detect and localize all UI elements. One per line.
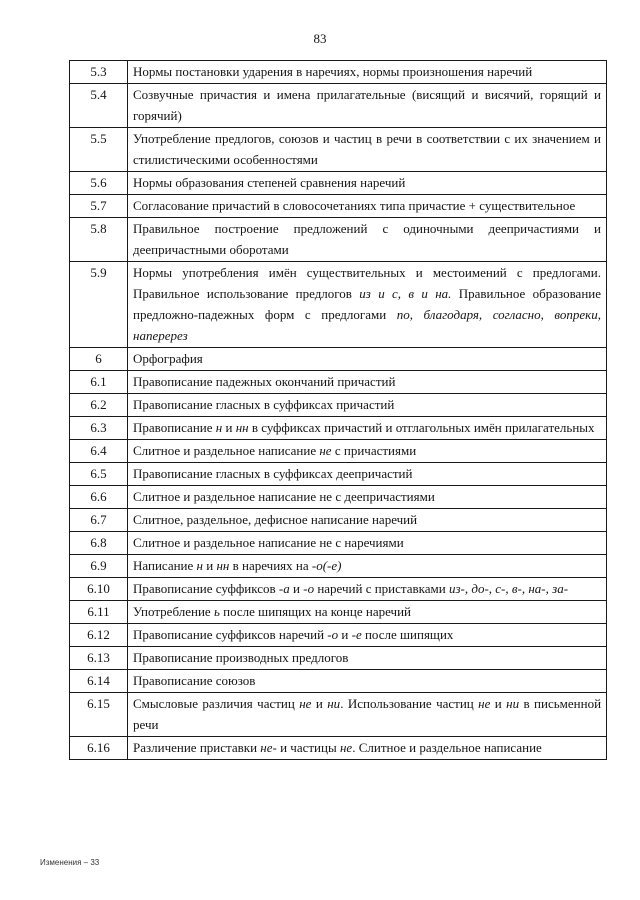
text-fragment: Слитное и раздельное написание (133, 443, 320, 458)
page-number: 83 (313, 31, 327, 46)
section-description (128, 555, 607, 578)
section-number: 5.5 (70, 128, 128, 172)
text-fragment: Различение приставки (133, 740, 261, 755)
section-description (128, 348, 607, 371)
table-row (70, 128, 607, 172)
section-number: 6.12 (70, 624, 128, 647)
section-number: 6.1 (70, 371, 128, 394)
text-fragment: в наречиях на (229, 558, 312, 573)
section-number: 6.5 (70, 463, 128, 486)
section-number: 6.9 (70, 555, 128, 578)
table-row (70, 417, 607, 440)
section-number: 5.3 (70, 61, 128, 84)
italic-fragment: ни (506, 696, 520, 711)
section-description (128, 128, 607, 172)
section-number: 5.4 (70, 84, 128, 128)
table-row (70, 371, 607, 394)
italic-fragment: нн (235, 420, 249, 435)
text-fragment: Правописание суффиксов (133, 581, 279, 596)
italic-fragment: -а (278, 581, 290, 596)
section-description (128, 218, 607, 262)
italic-fragment: не (319, 443, 332, 458)
table-row (70, 578, 607, 601)
table-row (70, 348, 607, 371)
text-fragment: после шипящих (361, 627, 454, 642)
table-row (70, 624, 607, 647)
table-row (70, 172, 607, 195)
italic-fragment: из-, до-, с-, в-, на-, за- (448, 581, 569, 596)
italic-fragment: не (299, 696, 312, 711)
text-fragment: после шипящих на конце наречий (219, 604, 411, 619)
section-number: 6.6 (70, 486, 128, 509)
text-fragment: Употребление предлогов, союзов и частиц в речи в соответствии с их значением и стилистическими особенностями (133, 131, 601, 167)
section-number: 5.7 (70, 195, 128, 218)
section-description (128, 486, 607, 509)
section-description (128, 394, 607, 417)
table-row (70, 84, 607, 128)
section-number: 6.3 (70, 417, 128, 440)
section-description (128, 647, 607, 670)
section-description (128, 509, 607, 532)
text-fragment: Правописание (133, 420, 216, 435)
section-description (128, 172, 607, 195)
text-fragment: и частицы (276, 740, 340, 755)
italic-fragment: -о (303, 581, 315, 596)
section-number: 6.15 (70, 693, 128, 737)
text-fragment: Нормы употребления имён существительных и местоимений с предлогами. Правильное использование предлогов (133, 265, 601, 301)
table-row (70, 670, 607, 693)
text-fragment: и (289, 581, 304, 596)
italic-fragment: -о (327, 627, 339, 642)
text-fragment: и (311, 696, 328, 711)
table-row (70, 601, 607, 624)
table-row (70, 509, 607, 532)
text-fragment: Правописание гласных в суффиксах причастий (133, 397, 395, 412)
italic-fragment: не (478, 696, 491, 711)
italic-fragment: н (215, 420, 223, 435)
text-fragment: Слитное, раздельное, дефисное написание наречий (133, 512, 418, 527)
text-fragment: . Слитное и раздельное написание (352, 740, 542, 755)
text-fragment: Правильное образование предложно-падежных форм с предлогами (133, 286, 601, 322)
section-number: 6.11 (70, 601, 128, 624)
text-fragment: в письменной речи (133, 696, 602, 732)
section-number: 6.2 (70, 394, 128, 417)
table-row (70, 195, 607, 218)
text-fragment: и (222, 420, 236, 435)
table-row (70, 555, 607, 578)
section-number: 5.8 (70, 218, 128, 262)
section-number: 5.6 (70, 172, 128, 195)
text-fragment: Созвучные причастия и имена прилагательные (висящий и висячий, горящий и горячий) (133, 87, 601, 123)
italic-fragment: -е (351, 627, 362, 642)
section-number: 6.4 (70, 440, 128, 463)
table-row (70, 647, 607, 670)
text-fragment: Употребление (133, 604, 214, 619)
table-body (70, 61, 607, 760)
text-fragment: Правописание производных предлогов (133, 650, 349, 665)
section-description (128, 61, 607, 84)
section-description (128, 417, 607, 440)
table-row (70, 218, 607, 262)
text-fragment: Правильное построение предложений с одиночными деепричастиями и деепричастными оборотами (133, 221, 601, 257)
text-fragment: . Использование частиц (340, 696, 479, 711)
italic-fragment: не- (260, 740, 277, 755)
section-number: 6.14 (70, 670, 128, 693)
table-row (70, 394, 607, 417)
text-fragment: и (490, 696, 507, 711)
section-description (128, 624, 607, 647)
section-description (128, 737, 607, 760)
section-description (128, 578, 607, 601)
section-number: 5.9 (70, 262, 128, 348)
text-fragment: Правописание гласных в суффиксах деепричастий (133, 466, 413, 481)
section-description (128, 670, 607, 693)
table-row (70, 61, 607, 84)
text-fragment: Написание (133, 558, 197, 573)
text-fragment: Слитное и раздельное написание не с наречиями (133, 535, 404, 550)
text-fragment: наречий с приставками (314, 581, 449, 596)
section-number: 6.13 (70, 647, 128, 670)
table-row (70, 693, 607, 737)
text-fragment: Слитное и раздельное написание не с деепричастиями (133, 489, 435, 504)
section-number: 6.10 (70, 578, 128, 601)
section-description (128, 195, 607, 218)
section-number: 6.8 (70, 532, 128, 555)
text-fragment: Согласование причастий в словосочетаниях типа причастие + существительное (133, 198, 576, 213)
italic-fragment: не (339, 740, 353, 755)
section-number: 6.16 (70, 737, 128, 760)
curriculum-table (69, 60, 607, 760)
table-row (70, 440, 607, 463)
section-description (128, 532, 607, 555)
italic-fragment: по, благодаря, согласно, вопреки, наперерез (133, 307, 601, 343)
italic-fragment: нн (216, 558, 230, 573)
text-fragment: Правописание падежных окончаний причастий (133, 374, 396, 389)
table-row (70, 262, 607, 348)
section-description (128, 371, 607, 394)
text-fragment: Нормы постановки ударения в наречиях, нормы произношения наречий (133, 64, 533, 79)
text-fragment: Смысловые различия частиц (133, 696, 300, 711)
table-row (70, 737, 607, 760)
table-row (70, 486, 607, 509)
text-fragment: Нормы образования степеней сравнения наречий (133, 175, 406, 190)
text-fragment: и (203, 558, 217, 573)
section-description (128, 262, 607, 348)
section-number: 6.7 (70, 509, 128, 532)
text-fragment: Правописание суффиксов наречий (133, 627, 328, 642)
italic-fragment: ь (213, 604, 220, 619)
italic-fragment: н (196, 558, 203, 573)
section-description (128, 693, 607, 737)
italic-fragment: из и с, в и на. (359, 286, 452, 301)
text-fragment: с причастиями (331, 443, 417, 458)
section-description (128, 463, 607, 486)
table-row (70, 463, 607, 486)
text-fragment: Орфография (133, 351, 203, 366)
section-description (128, 84, 607, 128)
footer-note: Изменения – 33 (40, 858, 100, 867)
italic-fragment: ни (327, 696, 341, 711)
text-fragment: в суффиксах причастий и отглагольных имён прилагательных (248, 420, 595, 435)
text-fragment: и (338, 627, 352, 642)
italic-fragment: -о(-е) (311, 558, 342, 573)
section-description (128, 440, 607, 463)
table-row (70, 532, 607, 555)
section-number: 6 (70, 348, 128, 371)
section-description (128, 601, 607, 624)
text-fragment: Правописание союзов (133, 673, 256, 688)
